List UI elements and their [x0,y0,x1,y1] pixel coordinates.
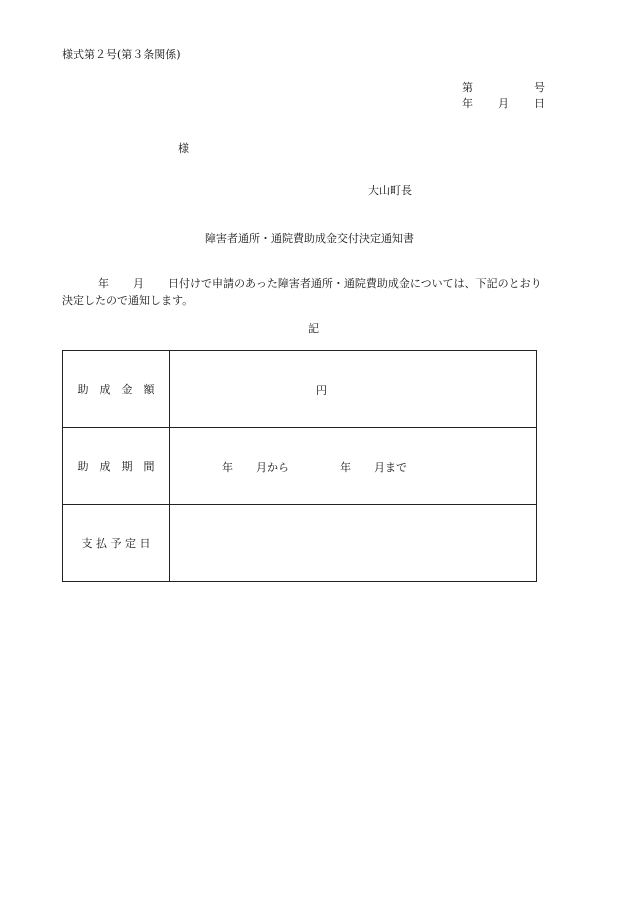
row-label-amount: 助 成 金 額 [63,351,170,428]
table-row [63,505,537,582]
row-label-period: 助 成 期 間 [63,428,170,505]
row-value-period [170,428,537,505]
doc-number-prefix: 第 [462,81,473,94]
table-row [63,351,537,428]
note-heading: 記 [308,322,319,335]
table-row [63,428,537,505]
body-paragraph [62,275,582,309]
period-to-month: 月まで [374,461,407,474]
form-number: 様式第２号(第３条関係) [62,48,181,61]
body-line-1 [62,275,582,292]
sender-name: 大山町長 [368,184,412,197]
period-to-year: 年 [340,461,351,474]
period-from-month: 月から [256,461,289,474]
row-value-payment-date [170,505,537,582]
body-text-rest: 日付けで申請のあった障害者通所・通院費助成金については、下記のとおり [168,277,542,290]
amount-unit: 円 [316,384,327,397]
period-from-year: 年 [222,461,233,474]
date-day: 日 [534,97,545,110]
document-title: 障害者通所・通院費助成金交付決定通知書 [205,232,414,245]
decision-table [62,350,537,582]
date-month: 月 [498,97,509,110]
addressee-suffix: 様 [178,142,189,155]
date-year: 年 [462,97,473,110]
body-year: 年 [98,277,109,290]
doc-number-suffix: 号 [534,81,545,94]
row-value-amount [170,351,537,428]
body-line-2: 決定したので通知します。 [62,294,194,307]
row-label-payment-date: 支 払 予 定 日 [63,505,170,582]
body-month: 月 [133,277,144,290]
